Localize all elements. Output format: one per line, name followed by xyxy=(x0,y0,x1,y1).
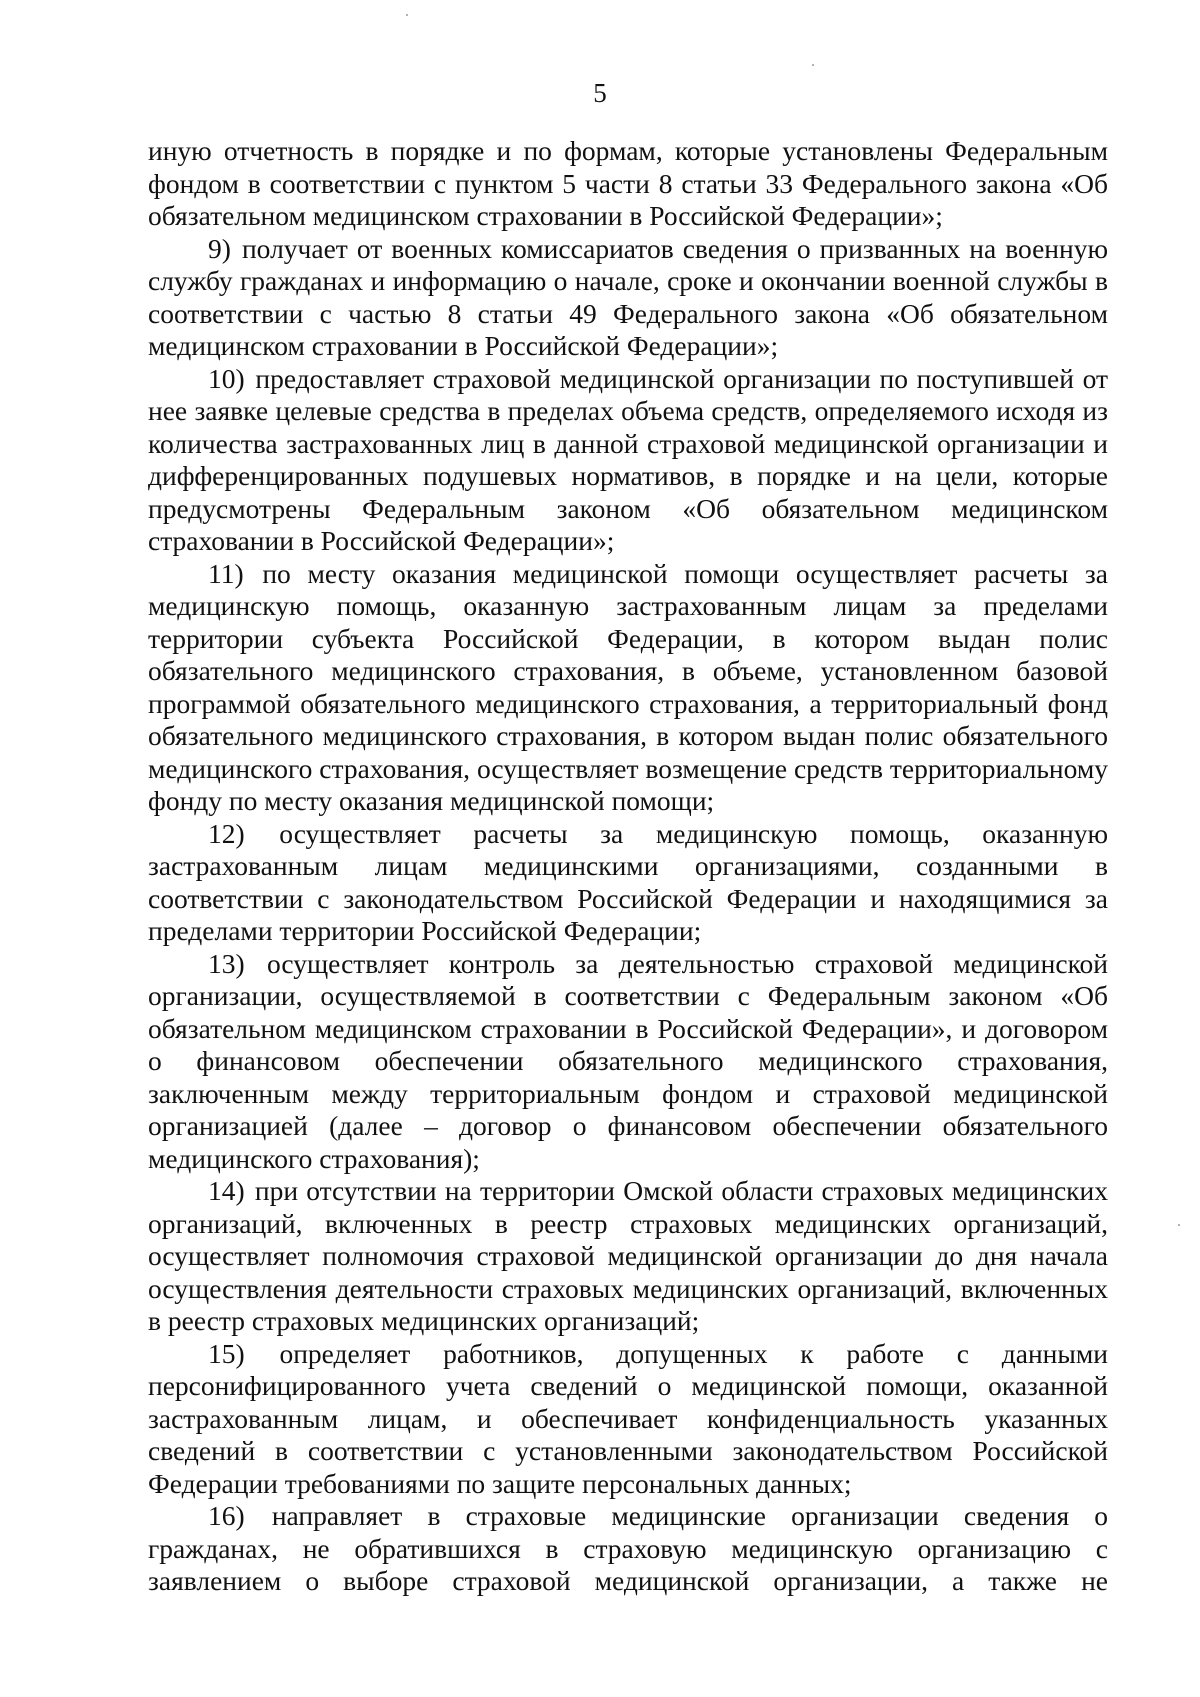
item-number: 11) xyxy=(208,557,244,589)
list-item-11 xyxy=(148,558,1108,818)
item-text: получает от военных комиссариатов сведения о призванных на военную службу гражданах и информацию о начале, сроке и окончании военной службы в соответствии с частью 8 статьи 49 Федерального закона «Об обязательном медицинском страховании в Российской Федерации»; xyxy=(148,232,1109,361)
item-number: 10) xyxy=(208,362,245,394)
list-item-9 xyxy=(148,233,1108,363)
item-number: 9) xyxy=(208,232,231,264)
item-number: 13) xyxy=(208,947,245,979)
item-number: 15) xyxy=(208,1337,245,1369)
item-text: определяет работников, допущенных к работе с данными персонифицированного учета сведений о медицинской помощи, оказанной застрахованным лицам, и обеспечивает конфиденциальность указанных сведений в соответствии с установленными законодательством Российской Федерации требованиями по защите персональных данных; xyxy=(148,1337,1108,1499)
scan-speck xyxy=(406,14,408,16)
list-item-10 xyxy=(148,363,1108,558)
list-item-12 xyxy=(148,818,1108,948)
item-number: 14) xyxy=(208,1175,245,1206)
page-number: 5 xyxy=(593,78,607,108)
item-text: при отсутствии на территории Омской области страховых медицинских организаций, включенных в реестр страховых медицинских организаций, осуществляет полномочия страховой медицинской организации до дня начала осуществления деятельности страховых медицинских организаций, включенных в реестр страховых медицинских организаций; xyxy=(148,1175,1109,1336)
item-number: 16) xyxy=(208,1500,245,1531)
item-number: 12) xyxy=(208,817,245,849)
scan-speck xyxy=(812,64,814,66)
list-item-14 xyxy=(148,1175,1108,1338)
document-body xyxy=(148,135,1108,1598)
item-text: направляет в страховые медицинские организации сведения о гражданах, не обратившихся в страховую медицинскую организацию с заявлением о выборе страховой медицинской организации, а также не xyxy=(148,1500,1108,1596)
continuation-paragraph: иную отчетность в порядке и по формам, которые установлены Федеральным фондом в соответствии с пунктом 5 части 8 статьи 33 Федерального закона «Об обязательном медицинском страховании в Российской Федерации»; xyxy=(148,135,1108,231)
list-item-15 xyxy=(148,1338,1108,1501)
item-text: по месту оказания медицинской помощи осуществляет расчеты за медицинскую помощь, оказанную застрахованным лицам за пределами территории субъекта Российской Федерации, в котором выдан полис обязательного медицинского страхования, в объеме, установленном базовой программой обязательного медицинского страхования, а территориальный фонд обязательного медицинского страхования, в котором выдан полис обязательного медицинского страхования, осуществляет возмещение средств территориальному фонду по месту оказания медицинской помощи; xyxy=(148,557,1108,816)
item-text: осуществляет расчеты за медицинскую помощь, оказанную застрахованным лицам медицинскими организациями, созданными в соответствии с законодательством Российской Федерации и находящимися за пределами территории Российской Федерации; xyxy=(148,817,1108,946)
list-item-16 xyxy=(148,1500,1108,1598)
list-item-13 xyxy=(148,948,1108,1176)
scan-speck xyxy=(1178,1224,1180,1226)
item-text: осуществляет контроль за деятельностью страховой медицинской организации, осуществляемой в соответствии с Федеральным законом «Об обязательном медицинском страховании в Российской Федерации», и договором о финансовом обеспечении обязательного медицинского страхования, заключенным между территориальным фондом и страховой медицинской организацией (далее – договор о финансовом обеспечении обязательного медицинского страхования); xyxy=(148,947,1108,1174)
item-text: предоставляет страховой медицинской организации по поступившей от нее заявке целевые средства в пределах объема средств, определяемого исходя из количества застрахованных лиц в данной страховой медицинской организации и дифференцированных подушевых нормативов, в порядке и на цели, которые предусмотрены Федеральным законом «Об обязательном медицинском страховании в Российской Федерации»; xyxy=(148,362,1109,556)
